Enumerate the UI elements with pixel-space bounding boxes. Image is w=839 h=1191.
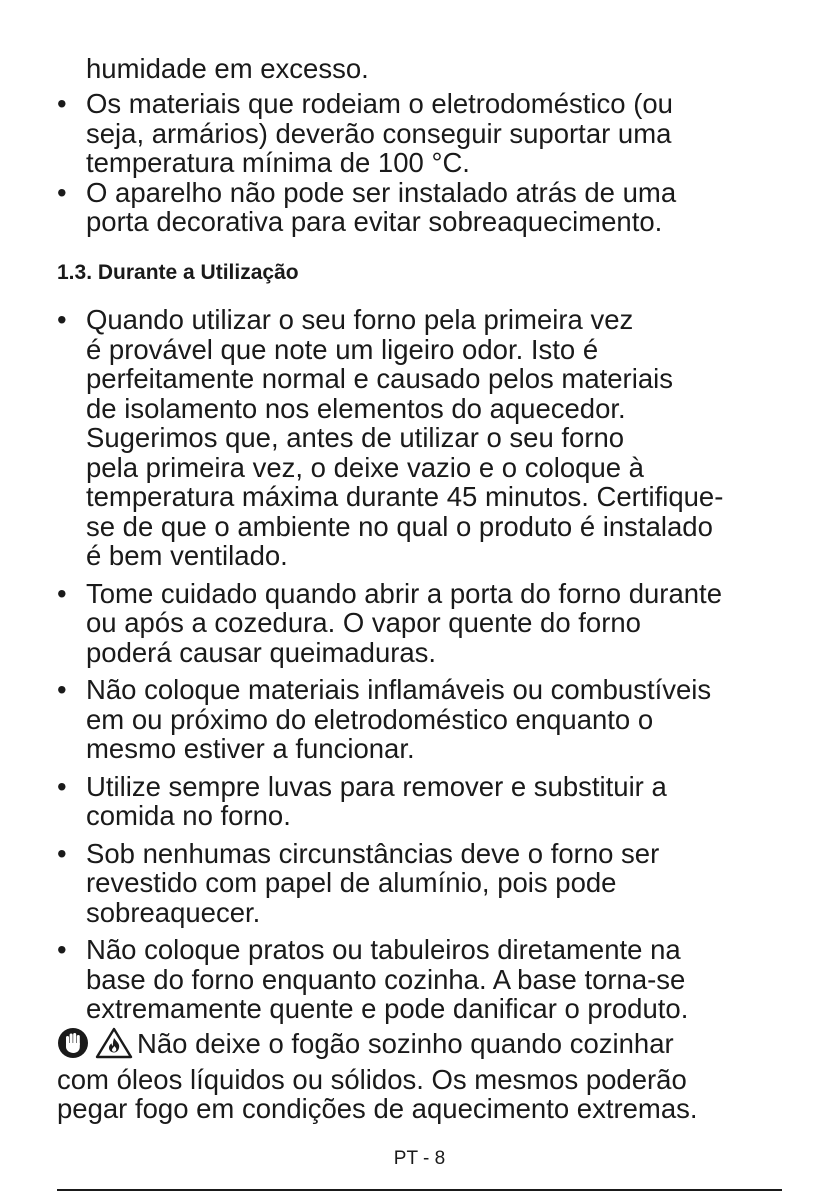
list-item-line: O aparelho não pode ser instalado atrás de uma [86,176,677,208]
list-item-line: Sob nenhumas circunstâncias deve o forno ser [86,837,660,869]
list-item-line: Não coloque pratos ou tabuleiros diretamente na [86,934,681,965]
bullet-icon: • [57,577,67,609]
warning-line: pegar fogo em condições de aquecimento extremas. [57,1093,698,1124]
list-item [57,772,797,831]
bullet-icon: • [57,304,67,335]
list-item-line: temperatura mínima de 100 °C. [86,147,470,178]
list-item [57,89,797,178]
bullet-icon: • [57,934,67,965]
continued-text: humidade em excesso. [86,53,369,84]
bullet-icon: • [57,176,67,208]
list-item [57,178,797,237]
list-item [57,579,797,668]
list-item-line: de isolamento nos elementos do aquecedor. [86,392,626,424]
section-heading: 1.3. Durante a Utilização [57,261,299,284]
list-item-line: seja, armários) deverão conseguir suportar uma [86,117,672,149]
list-item-line: é bem ventilado. [86,540,288,571]
list-item-line: Quando utilizar o seu forno pela primeira vez [86,304,634,335]
warning-line-text: Não deixe o fogão sozinho quando cozinhar [137,1028,674,1059]
list-item-line: é provável que note um ligeiro odor. Isto é [86,333,599,365]
fire-warning-icon [95,1027,133,1065]
list-item-line: comida no forno. [86,800,291,831]
list-item-line: se de que o ambiente no qual o produto é instalado [86,510,713,542]
list-item [57,935,797,1024]
list-item [57,305,797,571]
install-list [57,89,797,237]
list-item [57,839,797,928]
list-item-line: pela primeira vez, o deixe vazio e o coloque à [86,451,644,483]
list-item-line: temperatura máxima durante 45 minutos. Certifique- [86,481,724,512]
footer-divider [57,1189,782,1191]
warning-line [57,1027,797,1065]
list-item [57,675,797,764]
bullet-icon: • [57,674,67,705]
list-item-line: revestido com papel de alumínio, pois pode [86,867,617,898]
usage-list [57,305,797,1024]
bullet-icon: • [57,770,67,802]
list-item-line: Não coloque materiais inflamáveis ou combustíveis [86,674,712,705]
bullet-icon: • [57,88,67,119]
list-item-line: em ou próximo do eletrodoméstico enquanto o [86,703,654,735]
list-item-line: Utilize sempre luvas para remover e substituir a [86,770,667,802]
list-item-line: poderá causar queimaduras. [86,636,437,668]
list-item-line: Sugerimos que, antes de utilizar o seu forno [86,422,625,453]
list-item-line: ou após a cozedura. O vapor quente do forno [86,607,641,638]
list-item-line: extremamente quente e pode danificar o produto. [86,993,689,1024]
page-number: PT - 8 [393,1148,446,1169]
list-item-line: mesmo estiver a funcionar. [86,733,415,764]
list-item-line: base do forno enquanto cozinha. A base torna-se [86,963,686,995]
list-item-line: Tome cuidado quando abrir a porta do forno durante [86,577,722,609]
hand-stop-icon [57,1027,91,1065]
list-item-line: sobreaquecer. [86,896,261,928]
warning-line: com óleos líquidos ou sólidos. Os mesmos poderão [57,1063,687,1095]
list-item-line: Os materiais que rodeiam o eletrodoméstico (ou [86,88,673,119]
safety-warning [57,1027,797,1124]
list-item-line: perfeitamente normal e causado pelos materiais [86,363,673,394]
list-item-line: porta decorativa para evitar sobreaquecimento. [86,206,663,237]
bullet-icon: • [57,837,67,869]
